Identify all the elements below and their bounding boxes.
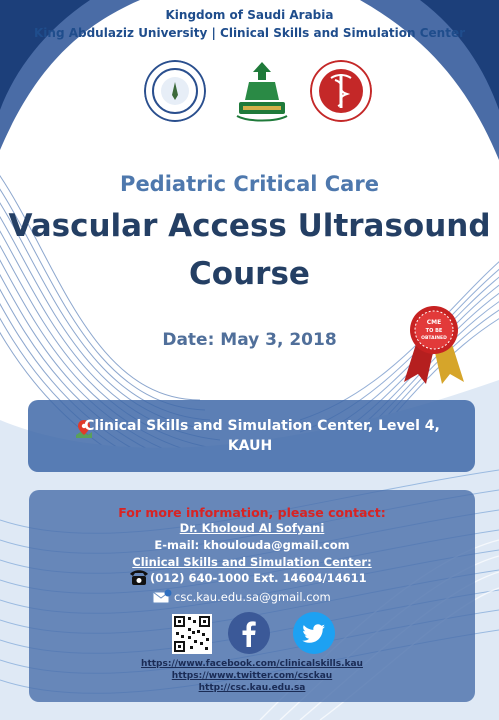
clinical-skills-seal-logo bbox=[144, 60, 206, 122]
telephone-icon bbox=[128, 568, 150, 586]
course-title-line2: Course bbox=[189, 256, 310, 292]
facebook-icon[interactable] bbox=[227, 611, 271, 655]
facebook-link[interactable]: https://www.facebook.com/clinicalskills.kau bbox=[141, 659, 363, 669]
qr-code-image bbox=[172, 614, 212, 654]
ribbon-text-2: TO BE bbox=[425, 328, 443, 334]
header-university: King Abdulaziz University | Clinical Skills and Simulation Center bbox=[33, 26, 466, 40]
twitter-link[interactable]: https://www.twitter.com/csckau bbox=[171, 671, 333, 681]
ribbon-text-3: OBTAINED bbox=[421, 336, 447, 341]
website-link[interactable]: http://csc.kau.edu.sa bbox=[198, 683, 306, 693]
contact-name: Dr. Kholoud Al Sofyani bbox=[179, 521, 325, 535]
course-subtitle: Pediatric Critical Care bbox=[120, 172, 379, 196]
email-envelope-icon bbox=[152, 589, 172, 605]
ribbon-text-1: CME bbox=[426, 319, 442, 326]
course-date: Date: May 3, 2018 bbox=[162, 330, 337, 350]
header-country: Kingdom of Saudi Arabia bbox=[165, 8, 334, 22]
contact-center-email: csc.kau.edu.sa@gmail.com bbox=[174, 590, 331, 604]
contact-phone: (012) 640-1000 Ext. 14604/14611 bbox=[150, 571, 367, 585]
twitter-icon[interactable] bbox=[292, 611, 336, 655]
contact-heading: For more information, please contact: bbox=[118, 505, 386, 520]
contact-center: Clinical Skills and Simulation Center: bbox=[132, 555, 372, 569]
contact-email: E-mail: khoulouda@gmail.com bbox=[154, 538, 350, 552]
kau-emblem-logo bbox=[233, 60, 291, 124]
course-title: Vascular Access Ultrasound bbox=[8, 208, 491, 244]
location-text: Clinical Skills and Simulation Center, Level 4, KAUH bbox=[84, 418, 440, 454]
medical-caduceus-logo bbox=[310, 60, 372, 122]
cme-ribbon-badge bbox=[402, 304, 466, 386]
